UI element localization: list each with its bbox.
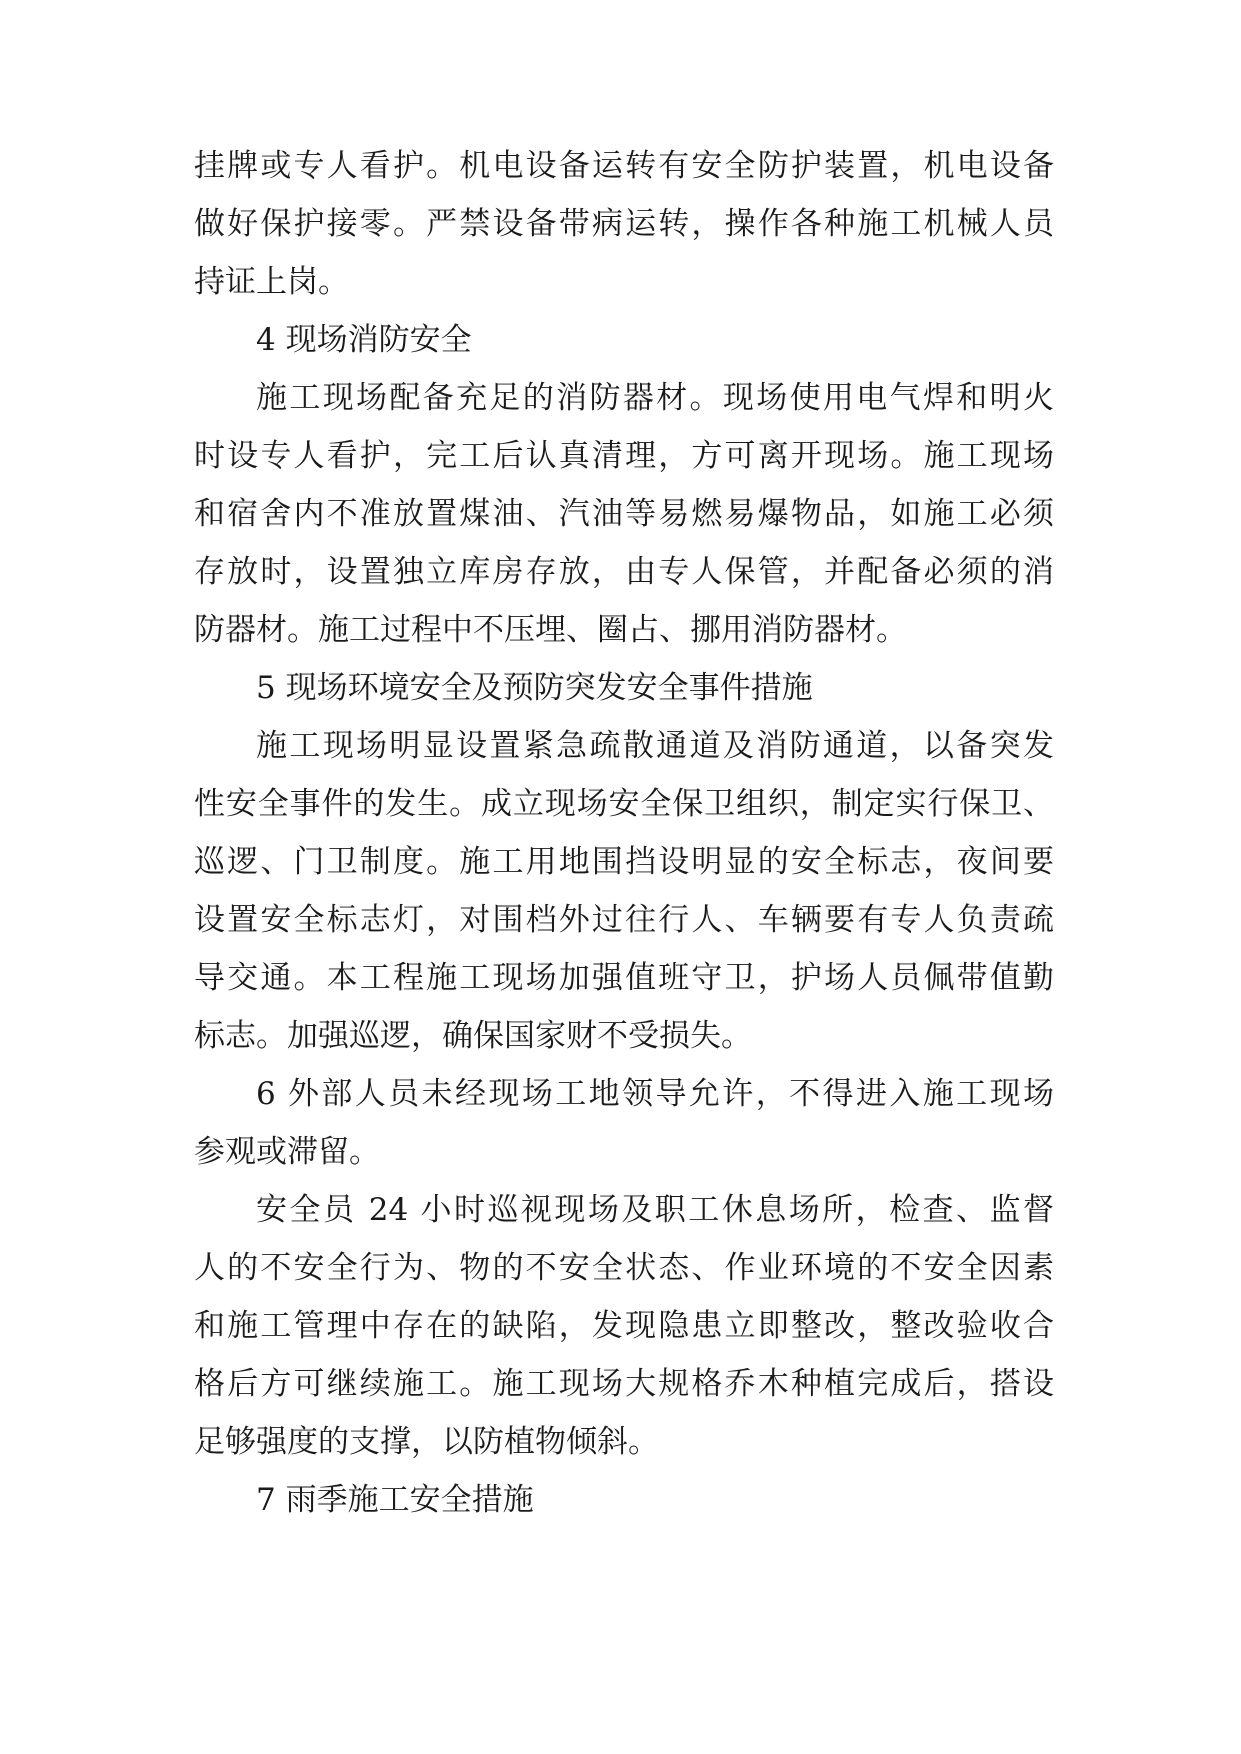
text-line: 安全员 24 小时巡视现场及职工休息场所，检查、监督	[256, 1192, 1054, 1228]
text-line: 存放时，设置独立库房存放，由专人保管，并配备必须的消	[194, 554, 1054, 590]
text-line: 施工现场明显设置紧急疏散通道及消防通道，以备突发	[256, 728, 1054, 764]
text-line: 施工现场配备充足的消防器材。现场使用电气焊和明火	[256, 380, 1054, 416]
text-line: 参观或滞留。	[194, 1134, 380, 1170]
text-line: 巡逻、门卫制度。施工用地围挡设明显的安全标志，夜间要	[194, 844, 1054, 880]
text-line: 导交通。本工程施工现场加强值班守卫，护场人员佩带值勤	[194, 960, 1054, 996]
text-line: 挂牌或专人看护。机电设备运转有安全防护装置，机电设备	[194, 148, 1054, 184]
section-heading: 7 雨季施工安全措施	[256, 1482, 534, 1518]
section-heading: 6 外部人员未经现场工地领导允许，不得进入施工现场	[256, 1076, 1054, 1112]
text-line: 设置安全标志灯，对围档外过往行人、车辆要有专人负责疏	[194, 902, 1054, 938]
text-line: 足够强度的支撑，以防植物倾斜。	[194, 1424, 659, 1460]
text-line: 性安全事件的发生。成立现场安全保卫组织，制定实行保卫、	[194, 786, 1054, 822]
text-line: 人的不安全行为、物的不安全状态、作业环境的不安全因素	[194, 1250, 1054, 1286]
section-heading: 4 现场消防安全	[256, 322, 472, 358]
text-line: 防器材。施工过程中不压埋、圈占、挪用消防器材。	[194, 612, 907, 648]
text-line: 标志。加强巡逻，确保国家财不受损失。	[194, 1018, 752, 1054]
section-heading: 5 现场环境安全及预防突发安全事件措施	[256, 670, 813, 706]
text-line: 做好保护接零。严禁设备带病运转，操作各种施工机械人员	[194, 206, 1054, 242]
text-line: 时设专人看护，完工后认真清理，方可离开现场。施工现场	[194, 438, 1054, 474]
text-line: 格后方可继续施工。施工现场大规格乔木种植完成后，搭设	[194, 1366, 1054, 1402]
text-line: 持证上岗。	[194, 264, 349, 300]
text-line: 和宿舍内不准放置煤油、汽油等易燃易爆物品，如施工必须	[194, 496, 1054, 532]
text-line: 和施工管理中存在的缺陷，发现隐患立即整改，整改验收合	[194, 1308, 1054, 1344]
